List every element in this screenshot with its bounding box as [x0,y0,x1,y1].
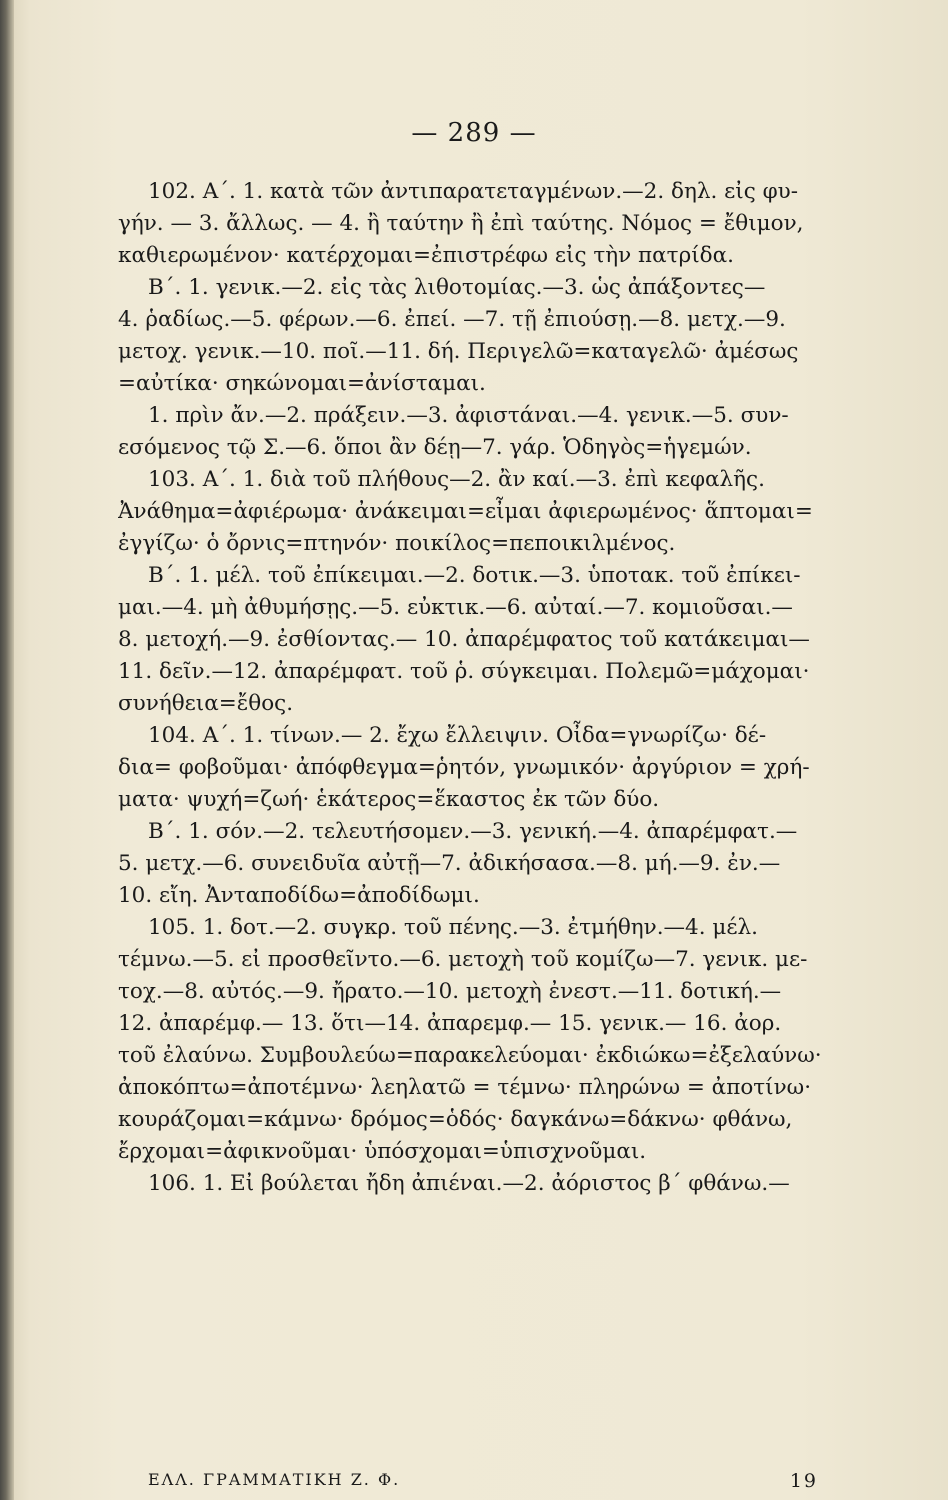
text-line: Β΄. 1. γενικ.—2. εἰς τὰς λιθοτομίας.—3. ὡς ἀπάξοντες— [148,275,766,300]
text-line: Β΄. 1. σόν.—2. τελευτήσομεν.—3. γενική.—4. ἀπαρέμφατ.— [148,819,798,844]
text-line: 106. 1. Εἰ βούλεται ἤδη ἀπιέναι.—2. ἀόριστος β΄ φθάνω.— [148,1171,790,1196]
text-line: κουράζομαι=κάμνω· δρόμος=ὁδός· δαγκάνω=δάκνω· φθάνω, [118,1107,793,1132]
text-line: ἐγγίζω· ὁ ὄρνις=πτηνόν· ποικίλος=πεποικιλμένος. [118,531,676,556]
text-line: δια= φοβοῦμαι· ἀπόφθεγμα=ῥητόν, γνωμικόν· ἀργύριον = χρή- [118,755,810,780]
footer-signature: ΕΛΛ. ΓΡΑΜΜΑΤΙΚΗ Ζ. Φ. [148,1470,401,1489]
page-footer [148,1470,818,1494]
text-line: τοῦ ἐλαύνω. Συμβουλεύω=παρακελεύομαι· ἐκδιώκω=ἐξελαύνω· [118,1043,822,1068]
text-line: 12. ἀπαρέμφ.— 13. ὅτι—14. ἀπαρεμφ.— 15. γενικ.— 16. ἀορ. [118,1011,782,1036]
footer-sheet-number: 19 [789,1470,818,1492]
text-line: =αὐτίκα· σηκώνομαι=ἀνίσταμαι. [118,371,486,396]
text-line: γήν. — 3. ἄλλως. — 4. ἢ ταύτην ἢ ἐπὶ ταύτης. Νόμος = ἔθιμον, [118,211,804,236]
binding-edge [0,0,14,1500]
text-line: καθιερωμένον· κατέρχομαι=ἐπιστρέφω εἰς τὴν πατρίδα. [118,243,734,268]
text-line: 5. μετχ.—6. συνειδυῖα αὐτῇ—7. ἀδικήσασα.—8. μή.—9. ἐν.— [118,851,781,876]
text-line: τέμνω.—5. εἰ προσθεῖντο.—6. μετοχὴ τοῦ κομίζω—7. γενικ. με- [118,947,808,972]
page-number: — 289 — [411,118,537,148]
text-line: εσόμενος τῷ Σ.—6. ὅποι ἂν δέῃ—7. γάρ. Ὁδηγὸς=ἡγεμών. [118,435,752,460]
text-line: Β΄. 1. μέλ. τοῦ ἐπίκειμαι.—2. δοτικ.—3. ὑποτακ. τοῦ ἐπίκει- [148,563,801,588]
text-line: μαι.—4. μὴ ἀθυμήσῃς.—5. εὐκτικ.—6. αὐταί.—7. κομιοῦσαι.— [118,595,793,620]
page-body [118,176,850,1200]
text-line: 4. ῥαδίως.—5. φέρων.—6. ἐπεί. —7. τῇ ἐπιούσῃ.—8. μετχ.—9. [118,307,786,332]
text-line: 105. 1. δοτ.—2. συγκρ. τοῦ πένης.—3. ἐτμήθην.—4. μέλ. [148,915,758,940]
text-line: 103. Α΄. 1. διὰ τοῦ πλήθους—2. ἂν καί.—3. ἐπὶ κεφαλῆς. [148,467,765,492]
text-line: ἔρχομαι=ἀφικνοῦμαι· ὑπόσχομαι=ὑπισχνοῦμαι. [118,1139,647,1164]
text-line: τοχ.—8. αὐτός.—9. ἤρατο.—10. μετοχὴ ἐνεστ.—11. δοτική.— [118,979,782,1004]
text-line: 102. Α΄. 1. κατὰ τῶν ἀντιπαρατεταγμένων.—2. δηλ. εἰς φυ- [148,179,798,204]
text-line: 11. δεῖν.—12. ἀπαρέμφατ. τοῦ ῥ. σύγκειμαι. Πολεμῶ=μάχομαι· [118,659,810,684]
text-line: μετοχ. γενικ.—10. ποῖ.—11. δή. Περιγελῶ=καταγελῶ· ἀμέσως [118,339,799,364]
text-line: 1. πρὶν ἄν.—2. πράξειν.—3. ἀφιστάναι.—4. γενικ.—5. συν- [148,403,789,428]
text-line: ἀποκόπτω=ἀποτέμνω· λεηλατῶ = τέμνω· πληρώνω = ἀποτίνω· [118,1075,812,1100]
text-line: 104. Α΄. 1. τίνων.— 2. ἔχω ἔλλειψιν. Οἶδα=γνωρίζω· δέ- [148,723,767,748]
text-line: 10. εἴη. Ἀνταποδίδω=ἀποδίδωμι. [118,883,480,908]
text-line: Ἀνάθημα=ἀφιέρωμα· ἀνάκειμαι=εἶμαι ἀφιερωμένος· ἅπτομαι= [118,499,813,524]
text-line: 8. μετοχή.—9. ἐσθίοντας.— 10. ἀπαρέμφατος τοῦ κατάκειμαι— [118,627,810,652]
text-line: συνήθεια=ἔθος. [118,691,294,716]
text-line: ματα· ψυχή=ζωή· ἑκάτερος=ἕκαστος ἐκ τῶν δύο. [118,787,660,812]
